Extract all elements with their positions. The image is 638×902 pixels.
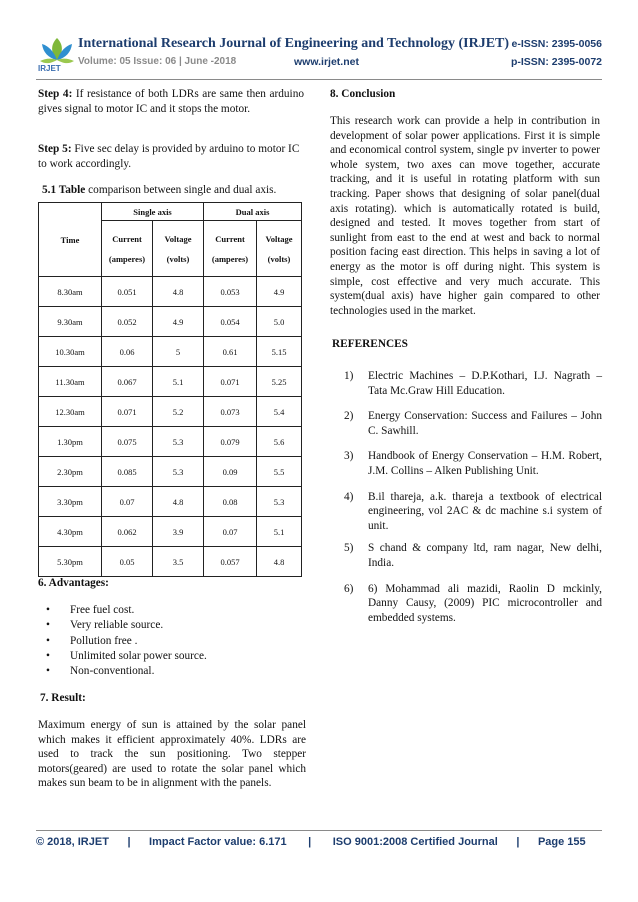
advantages-heading: 6. Advantages: [38,577,109,589]
single-voltage-cell: 5 [153,337,204,367]
footer-separator: | [516,836,520,848]
dual-current-cell: 0.073 [204,397,257,427]
step-5 [38,142,304,171]
step5-label: Step 5: [38,143,72,155]
dual-current-cell: 0.09 [204,457,257,487]
table-row [39,367,302,397]
table-row [39,427,302,457]
dual-current-cell: 0.057 [204,547,257,577]
single-current-cell: 0.052 [102,307,153,337]
single-current-cell: 0.07 [102,487,153,517]
advantage-item [46,603,207,618]
reference-number: 6) [344,582,354,595]
step4-label: Step 4: [38,88,73,100]
website-link[interactable]: www.irjet.net [294,56,359,68]
dual-current-cell: 0.08 [204,487,257,517]
journal-header [36,34,602,78]
time-cell: 5.30pm [39,547,102,577]
table-caption [42,183,308,198]
footer-separator: | [127,836,131,848]
time-cell: 11.30am [39,367,102,397]
irjet-logo [36,34,78,78]
time-cell: 4.30pm [39,517,102,547]
footer-page-number: Page 155 [537,836,586,848]
volume-issue: Volume: 05 Issue: 06 | June -2018 [78,56,237,67]
result-heading: 7. Result: [40,692,86,704]
footer-iso: ISO 9001:2008 Certified Journal [332,836,498,848]
single-voltage-cell: 4.8 [153,487,204,517]
step-4 [38,87,304,116]
single-current-cell: 0.067 [102,367,153,397]
e-issn: e-ISSN: 2395-0056 [511,38,602,50]
reference-item [344,541,602,570]
comparison-table [38,202,302,577]
table-row [39,487,302,517]
table-row [39,307,302,337]
table-caption-text: comparison between single and dual axis. [85,184,277,196]
table-body [39,277,302,577]
advantage-item [46,634,207,649]
bullet-icon: • [46,604,50,616]
dual-current-cell: 0.079 [204,427,257,457]
p-issn: p-ISSN: 2395-0072 [510,56,602,68]
reference-item [344,409,602,438]
time-cell: 1.30pm [39,427,102,457]
journal-title: International Research Journal of Engineering and Technology (IRJET) [78,36,510,51]
single-current-cell: 0.051 [102,277,153,307]
bullet-icon: • [46,649,50,662]
references-heading: REFERENCES [332,338,408,350]
dual-voltage-cell: 5.3 [257,487,302,517]
table-row [39,337,302,367]
bullet-icon: • [46,619,50,632]
time-cell: 3.30pm [39,487,102,517]
single-current-cell: 0.085 [102,457,153,487]
advantage-item [46,649,207,664]
single-voltage-cell: 5.3 [153,427,204,457]
table-row [39,547,302,577]
reference-text: B.il thareja, a.k. thareja a textbook of electrical engineering, vol 2AC & dc machine s.i system of unit. [368,490,602,532]
dual-voltage-cell: 5.6 [257,427,302,457]
reference-text: S chand & company ltd, ram nagar, New delhi, India. [368,542,602,569]
single-voltage-cell: 3.9 [153,517,204,547]
reference-text: Electric Machines – D.P.Kothari, I.J. Nagrath – Tata Mc.Graw Hill Education. [368,370,602,397]
reference-number: 1) [344,370,354,382]
reference-number: 2) [344,410,354,423]
header-divider [36,79,602,80]
dual-current-cell: 0.07 [204,517,257,547]
single-current-cell: 0.075 [102,427,153,457]
reference-item [344,582,602,626]
reference-number: 4) [344,490,354,503]
advantage-item [46,618,207,633]
bullet-icon: • [46,634,50,647]
advantages-list [46,603,207,679]
conclusion-heading: 8. Conclusion [330,88,396,100]
single-current-cell: 0.062 [102,517,153,547]
reference-text: 6) Mohammad ali mazidi, Raolin D mckinly, Danny Causy, (2009) PIC microcontroller and embedded systems. [368,582,602,624]
dual-voltage-cell: 4.8 [257,547,302,577]
dual-voltage-cell: 5.0 [257,307,302,337]
single-voltage-cell: 5.2 [153,397,204,427]
single-voltage-cell: 4.8 [153,277,204,307]
current-header-single: Current (amperes) [102,221,153,277]
conclusion-text: This research work can provide a help in contribution in development of solar power applications. First it is simple and economical control system, single pv inverter to power whole system, two axes can move together, accurate tracking, and it is useful in rotating platform with sun tracking. Paper shows that designing of solar panel(dual axis rotating). which is automatically rotated is build, designed and tested. It moves together from start of sunlight from east to the end at west and back to normal position facing east direction. This helps in saving a lot of energy as the motor is off during night. This system is simple, cost effective and very much accurate. This system(dual axis) have higher gain compared to other technologies used in the market. [330,115,600,317]
step4-text: If resistance of both LDRs are same then arduino gives signal to motor IC and it stops the motor. [38,88,304,115]
time-header: Time [39,203,102,277]
advantage-text: Unlimited solar power source. [70,649,207,662]
reference-text: Handbook of Energy Conservation – H.M. Robert, J.M. Collins – Alken Publishing Unit. [368,450,602,477]
time-cell: 8.30am [39,277,102,307]
references-list [344,369,602,636]
step5-text: Five sec delay is provided by arduino to motor IC to work accordingly. [38,143,300,170]
result-text: Maximum energy of sun is attained by the solar panel which makes it efficient approximately 40%. LDRs are used to track the sun positioning. Two stepper motors(geared) are used to rotate the solar panel which makes sun beam to be in alignment with the panels. [38,719,306,790]
single-voltage-cell: 4.9 [153,307,204,337]
footer-impact-factor: Impact Factor value: 6.171 [149,836,287,848]
table-row [39,457,302,487]
current-header-dual: Current (amperes) [204,221,257,277]
dual-current-cell: 0.071 [204,367,257,397]
advantage-text: Pollution free . [70,634,138,647]
dual-voltage-cell: 5.15 [257,337,302,367]
table-row [39,517,302,547]
time-cell: 12.30am [39,397,102,427]
dual-voltage-cell: 5.25 [257,367,302,397]
dual-current-cell: 0.054 [204,307,257,337]
table-label: 5.1 Table [42,184,86,196]
advantage-text: Free fuel cost. [70,604,135,616]
bullet-icon: • [46,665,50,678]
dual-current-cell: 0.61 [204,337,257,367]
single-voltage-cell: 3.5 [153,547,204,577]
footer-divider [36,830,602,831]
reference-item [344,369,602,398]
footer-copyright: © 2018, IRJET [36,836,109,848]
single-axis-header: Single axis [102,203,204,221]
table-row [39,277,302,307]
footer-separator: | [308,836,312,848]
dual-voltage-cell: 5.4 [257,397,302,427]
reference-item [344,449,602,478]
voltage-header-dual: Voltage (volts) [257,221,302,277]
logo-text: IRJET [38,64,61,73]
dual-axis-header: Dual axis [204,203,302,221]
page-footer [36,836,602,848]
advantage-text: Non-conventional. [70,665,155,678]
dual-voltage-cell: 5.5 [257,457,302,487]
dual-voltage-cell: 4.9 [257,277,302,307]
voltage-header-single: Voltage (volts) [153,221,204,277]
single-voltage-cell: 5.3 [153,457,204,487]
time-cell: 9.30am [39,307,102,337]
dual-current-cell: 0.053 [204,277,257,307]
reference-text: Energy Conservation: Success and Failures – John C. Sawhill. [368,410,602,437]
single-voltage-cell: 5.1 [153,367,204,397]
single-current-cell: 0.071 [102,397,153,427]
table-row [39,397,302,427]
advantage-item [46,664,207,679]
time-cell: 10.30am [39,337,102,367]
reference-item [344,490,602,534]
dual-voltage-cell: 5.1 [257,517,302,547]
reference-number: 5) [344,542,354,555]
single-current-cell: 0.05 [102,547,153,577]
advantage-text: Very reliable source. [70,619,164,632]
single-current-cell: 0.06 [102,337,153,367]
reference-number: 3) [344,450,354,463]
time-cell: 2.30pm [39,457,102,487]
